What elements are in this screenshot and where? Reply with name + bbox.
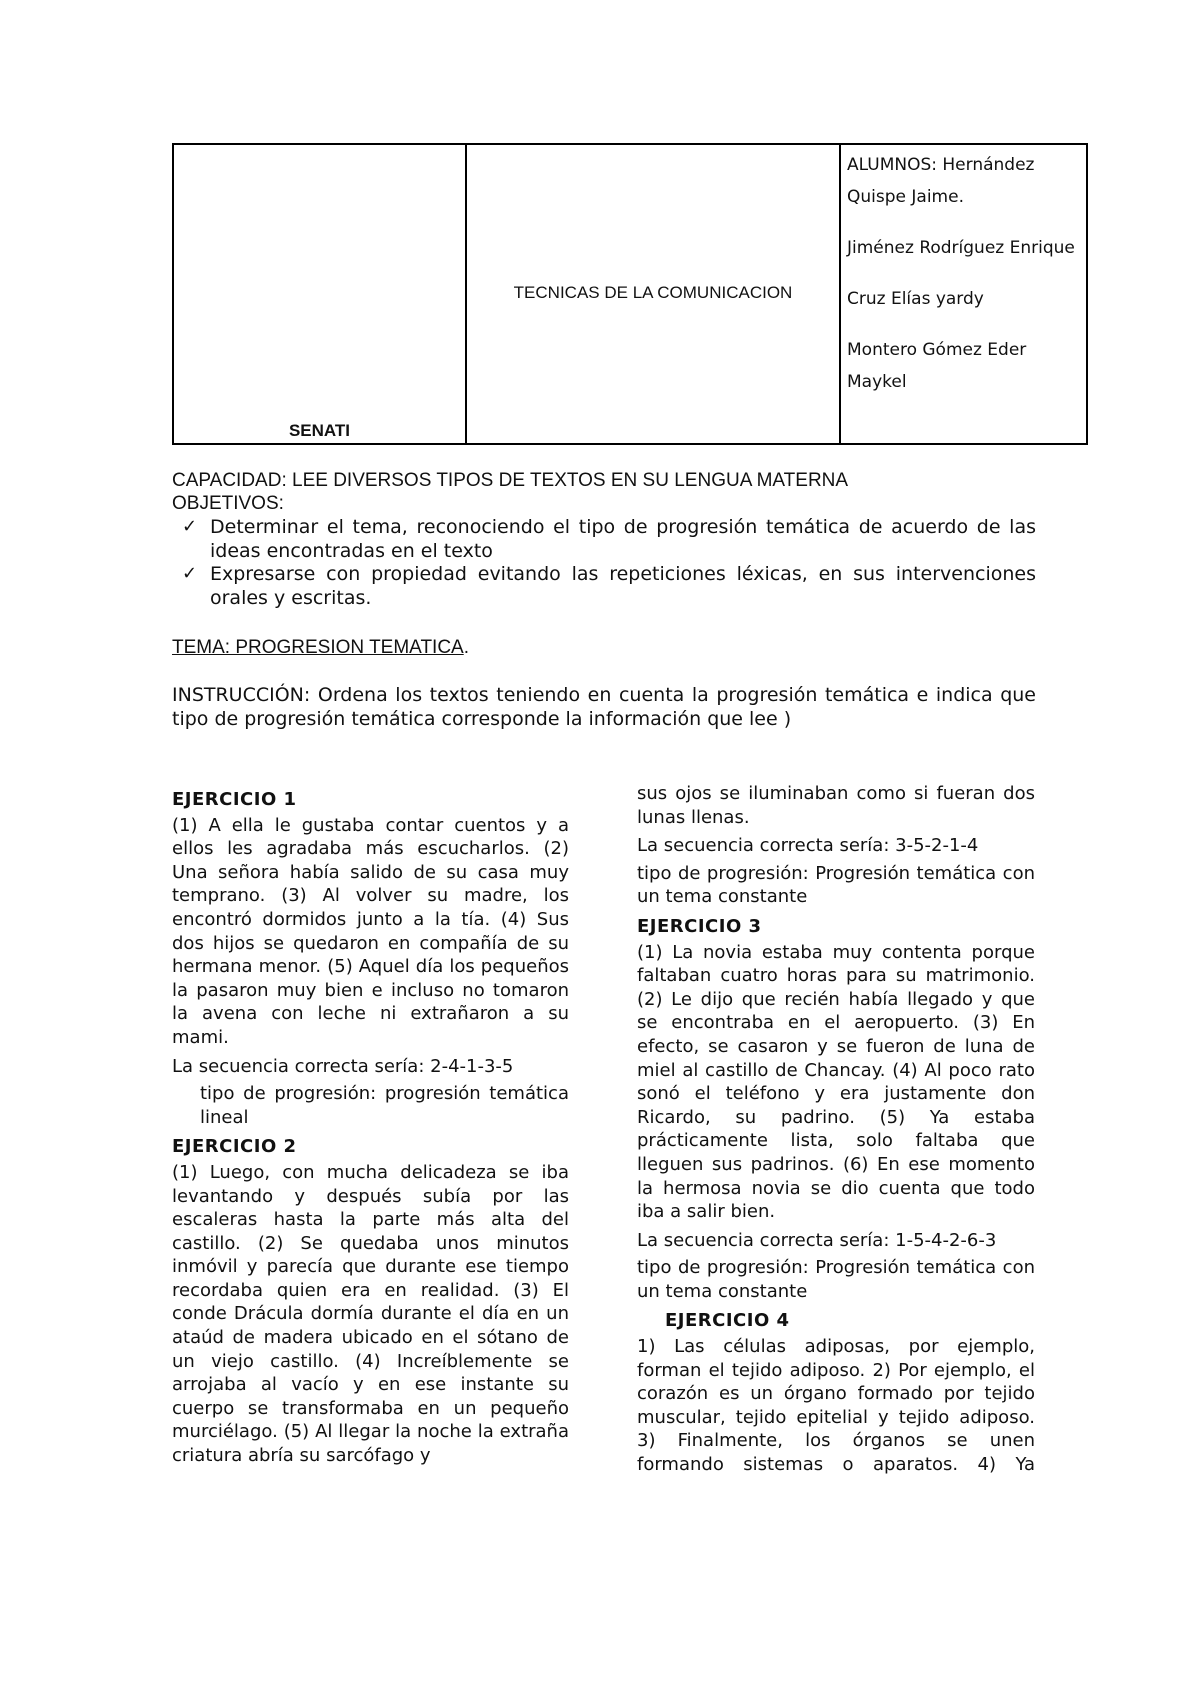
exercise-sequence: La secuencia correcta sería: 1-5-4-2-6-3 [637,1229,997,1251]
student-entry [847,283,1080,315]
student-entry [847,149,1080,213]
course-title: TECNICAS DE LA COMUNICACION [513,283,793,302]
exercise-title: EJERCICIO 1 [172,789,297,810]
exercise-type: tipo de progresión: Progresión temática con un tema constante [637,862,1035,908]
right-column [637,782,1035,1477]
objective-item [182,562,1036,610]
tema-line [172,636,1036,659]
instruccion-text: INSTRUCCIÓN: Ordena los textos teniendo en cuenta la progresión temática e indica que tipo de progresión temática corresponde la información que lee ) [172,684,1036,730]
student-entry [847,232,1080,264]
student-name: Montero Gómez Eder Maykel [847,340,1027,392]
tema-suffix: . [463,637,469,658]
objective-text: Expresarse con propiedad evitando las repeticiones léxicas, en sus intervenciones orales y escritas. [210,563,1036,609]
objetivos-label: OBJETIVOS: [172,493,284,514]
checkmark-icon: ✓ [182,563,198,584]
header-table [172,143,1088,445]
students-label: ALUMNOS: [847,155,937,175]
left-column [172,782,569,1468]
exercise-sequence: La secuencia correcta sería: 3-5-2-1-4 [637,835,979,857]
exercise-title: EJERCICIO 4 [665,1310,790,1332]
exercise-text-continued: sus ojos se iluminaban como si fueran dos lunas llenas. [637,783,1035,828]
student-name: Hernández Quispe Jaime. [847,155,1035,207]
exercise-title: EJERCICIO 2 [172,1136,297,1158]
exercise-title: EJERCICIO 3 [637,915,762,937]
exercise-sequence: La secuencia correcta sería: 2-4-1-3-5 [172,1055,514,1077]
student-entry [847,334,1080,398]
checkmark-icon: ✓ [182,516,198,537]
exercise-text: 1) Las células adiposas, por ejemplo, forman el tejido adiposo. 2) Por ejemplo, el corazón es un órgano formado por tejido muscular, tejido epitelial y tejido adiposo. 3) Finalmente, los órganos se unen formando sistemas o aparatos. 4) Ya [637,1336,1035,1476]
tema-title: TEMA: PROGRESION TEMATICA [172,637,464,658]
header-course-cell [467,145,841,443]
capacidad-line: CAPACIDAD: LEE DIVERSOS TIPOS DE TEXTOS EN SU LENGUA MATERNA [172,470,849,491]
exercise-type: tipo de progresión: progresión temática lineal [200,1083,569,1128]
exercise-text: (1) Luego, con mucha delicadeza se iba levantando y después subía por las escaleras hasta la parte más alta del castillo. (2) Se quedaba unos minutos inmóvil y parecía que durante ese tiempo recordaba quien era en realidad. (3) El conde Drácula dormía durante el día en un ataúd de madera ubicado en el sótano de un viejo castillo. (4) Increíblemente se arrojaba al vacío y en ese instante su cuerpo se transformaba en un pequeño murciélago. (5) Al llegar la noche la extraña criatura abría su sarcófago y [172,1161,569,1467]
exercise-text: (1) La novia estaba muy contenta porque faltaban cuatro horas para su matrimonio. (2) Le dijo que recién había llegado y que se encontraba en el aeropuerto. (3) En efecto, se casaron y se fueron de luna de miel al castillo de Chancay. (4) Al poco rato sonó el teléfono y era justamente don Ricardo, su padrino. (5) Ya estaba prácticamente lista, solo faltaba que lleguen sus padrinos. (6) En ese momento la hermosa novia se dio cuenta que todo iba a salir bien. [637,941,1035,1223]
objective-item [182,515,1036,563]
objective-text: Determinar el tema, reconociendo el tipo de progresión temática de acuerdo de las ideas encontradas en el texto [210,516,1036,562]
student-name: Cruz Elías yardy [847,289,984,309]
header-students-cell [841,145,1086,443]
exercise-text: (1) A ella le gustaba contar cuentos y a ellos les agradaba más escucharlos. (2) Una señora había salido de su casa muy temprano. (3) Al volver su madre, los encontró dormidos junto a la tía. (4) Sus dos hijos se quedaron en compañía de su hermana menor. (5) Aquel día los pequeños la pasaron muy bien e incluso no tomaron la avena con leche ni extrañaron a su mami. [172,814,569,1048]
exercise-type: tipo de progresión: Progresión temática con un tema constante [637,1257,1035,1302]
institution-name: SENATI [288,421,351,440]
header-logo-cell [174,145,467,443]
student-name: Jiménez Rodríguez Enrique [847,238,1075,258]
